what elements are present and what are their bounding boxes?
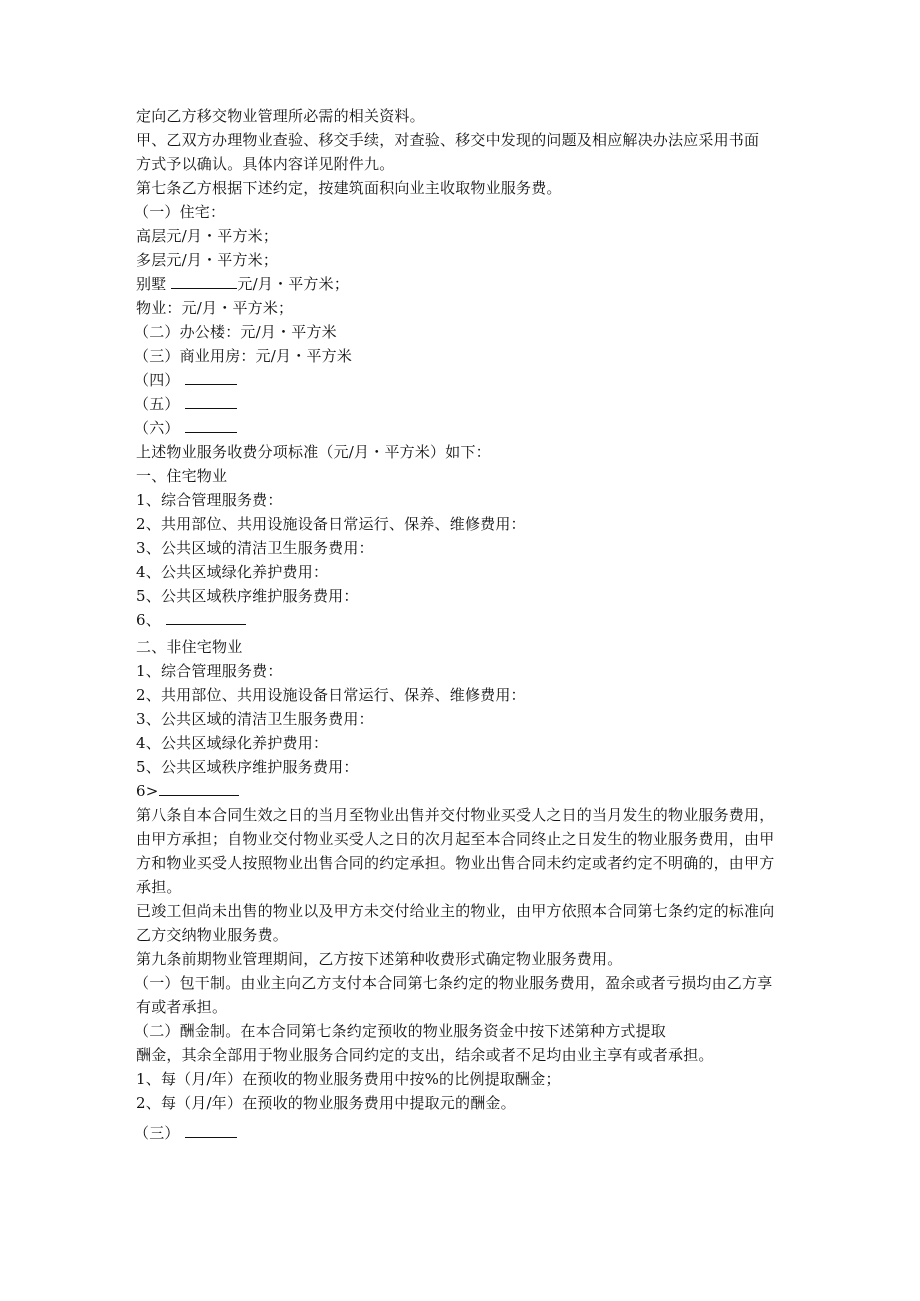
blank-item-line [134,416,816,440]
blank-item-line [134,392,816,416]
section-heading: 二、非住宅物业 [136,638,243,656]
text-line: （二）办公楼：元/月・平方米 [134,323,337,341]
fill-in-blank [166,608,246,625]
text-line: 定向乙方移交物业管理所必需的相关资料。 [136,107,425,125]
text-line: 有或者承担。 [136,998,228,1016]
list-item: 1、每（月/年）在预收的物业服务费用中按%的比例提取酬金； [136,1070,561,1088]
list-item: 3、公共区域的清洁卫生服务费用： [136,539,374,557]
list-item: 1、综合管理服务费： [136,662,283,680]
list-item: 5、公共区域秩序维护服务费用： [136,587,359,605]
blank-item-line [134,368,816,392]
article-7-heading: 第七条乙方根据下述约定，按建筑面积向业主收取物业服务费。 [136,179,562,197]
fill-in-blank [185,392,237,409]
article-9-heading: 第九条前期物业管理期间，乙方按下述第种收费形式确定物业服务费用。 [136,950,623,968]
item-label: 6、 [136,611,161,629]
list-item: 1、综合管理服务费： [136,491,283,509]
item-label: （六） [134,419,180,437]
text-line: 甲、乙双方办理物业查验、移交手续，对查验、移交中发现的问题及相应解决办法应采用书面 [136,131,760,149]
text-line: 承担。 [136,878,182,896]
item-label: （五） [134,395,180,413]
text-line: 多层元/月・平方米； [136,251,279,269]
list-item: 2、共用部位、共用设施设备日常运行、保养、维修费用： [136,515,526,533]
villa-label: 别墅 [136,275,167,293]
text-line: （三）商业用房：元/月・平方米 [134,347,353,365]
list-item: 2、共用部位、共用设施设备日常运行、保养、维修费用： [136,686,526,704]
text-line: （二）酬金制。在本合同第七条约定预收的物业服务资金中按下述第种方式提取 [134,1022,667,1040]
article-8-heading: 第八条自本合同生效之日的当月至物业出售并交付物业买受人之日的当月发生的物业服务费用， [136,806,775,824]
text-line: 乙方交纳物业服务费。 [136,926,289,944]
fill-in-blank [185,416,237,433]
text-line: 酬金，其余全部用于物业服务合同约定的支出，结余或者不足均由业主享有或者承担。 [136,1046,714,1064]
text-line: 已竣工但尚未出售的物业以及甲方未交付给业主的物业，由甲方依照本合同第七条约定的标准向 [136,902,775,920]
text-line: 上述物业服务收费分项标准（元/月・平方米）如下： [136,443,491,461]
blank-item-line [134,1121,816,1145]
text-line: 高层元/月・平方米； [136,227,279,245]
text-line: 物业：元/月・平方米； [136,299,294,317]
list-item: 4、公共区域绿化养护费用： [136,734,329,752]
list-item: 2、每（月/年）在预收的物业服务费用中提取元的酬金。 [136,1094,516,1112]
text-line: 由甲方承担；自物业交付物业买受人之日的次月起至本合同终止之日发生的物业服务费用，由甲 [136,830,775,848]
fill-in-blank [185,1121,237,1138]
text-line: （一）住宅： [134,203,226,221]
list-item-blank [136,608,816,632]
fill-in-blank [185,368,237,385]
list-item-blank [136,779,816,803]
item-label: （四） [134,371,180,389]
list-item: 5、公共区域秩序维护服务费用： [136,758,359,776]
text-line: 方式予以确认。具体内容详见附件九。 [136,155,395,173]
item-label: （三） [134,1124,180,1142]
villa-unit: 元/月・平方米； [237,275,350,293]
list-item: 4、公共区域绿化养护费用： [136,563,329,581]
text-line: 方和物业买受人按照物业出售合同的约定承担。物业出售合同未约定或者约定不明确的，由甲方 [136,854,775,872]
text-line: （一）包干制。由业主向乙方支付本合同第七条约定的物业服务费用，盈余或者亏损均由乙方享 [134,974,773,992]
item-label: 6> [136,782,159,800]
list-item: 3、公共区域的清洁卫生服务费用： [136,710,374,728]
fill-in-blank [171,272,237,289]
section-heading: 一、住宅物业 [136,467,228,485]
document-body [136,104,816,1145]
fill-in-blank [159,779,239,796]
villa-line [136,272,816,296]
